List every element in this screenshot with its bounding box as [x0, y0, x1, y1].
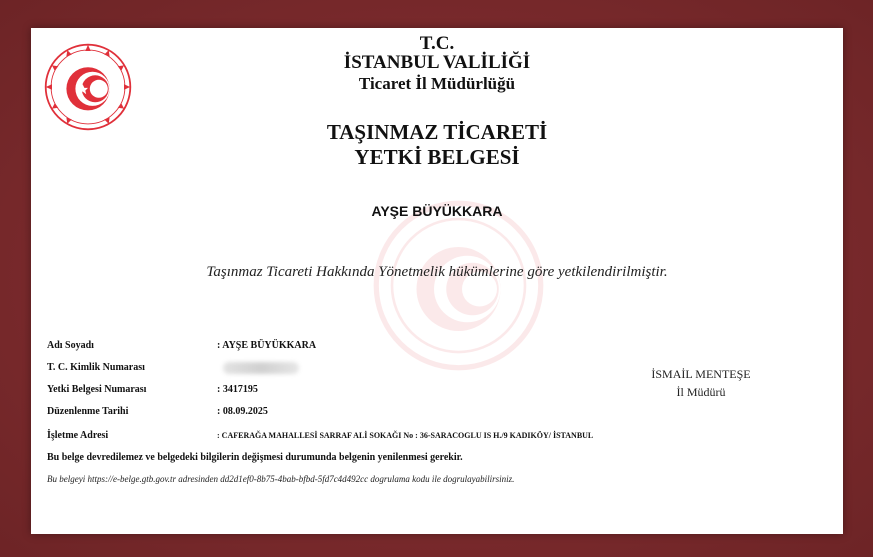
license-value: : 3417195: [217, 384, 258, 395]
watermark-seal-icon: [371, 198, 546, 373]
id-value-redacted: [217, 362, 299, 374]
header-country: T.C.: [419, 33, 455, 54]
address-value: : CAFERAĞA MAHALLESİ SARRAF ALİ SOKAĞI No : 36-SARACOGLU IS H./9 KADIKÖY/ İSTANBUL: [217, 431, 594, 440]
authorization-statement: Taşınmaz Ticareti Hakkında Yönetmelik hükümlerine göre yetkilendirilmiştir.: [206, 264, 668, 280]
holder-name: AYŞE BÜYÜKKARA: [371, 203, 503, 219]
id-label: T. C. Kimlik Numarası: [47, 362, 145, 373]
address-label: İşletme Adresi: [47, 430, 109, 441]
header-directorate: Ticaret İl Müdürlüğü: [358, 74, 516, 93]
signer-name: İSMAİL MENTEŞE: [651, 367, 751, 381]
date-value: : 08.09.2025: [217, 406, 268, 417]
name-label: Adı Soyadı: [47, 340, 94, 351]
signature-block: [611, 365, 791, 401]
certificate: [31, 28, 843, 534]
verification-note: Bu belgeyi https://e-belge.gtb.gov.tr adresinden dd2d1ef0-8b75-4bab-bfbd-5fd7c4d492cc dogrulama kodu ile dogrulayabilirsiniz.: [47, 474, 515, 484]
signer-title: İl Müdürü: [676, 385, 726, 399]
name-value: : AYŞE BÜYÜKKARA: [217, 340, 317, 351]
header-governorship: İSTANBUL VALİLİĞİ: [343, 52, 531, 73]
date-label: Düzenlenme Tarihi: [47, 406, 129, 417]
license-label: Yetki Belgesi Numarası: [47, 384, 147, 395]
transfer-note: Bu belge devredilemez ve belgedeki bilgilerin değişmesi durumunda belgenin yenilenmesi gerekir.: [47, 452, 463, 463]
document-title-line2: YETKİ BELGESİ: [354, 145, 520, 169]
document-title-line1: TAŞINMAZ TİCARETİ: [326, 120, 548, 144]
